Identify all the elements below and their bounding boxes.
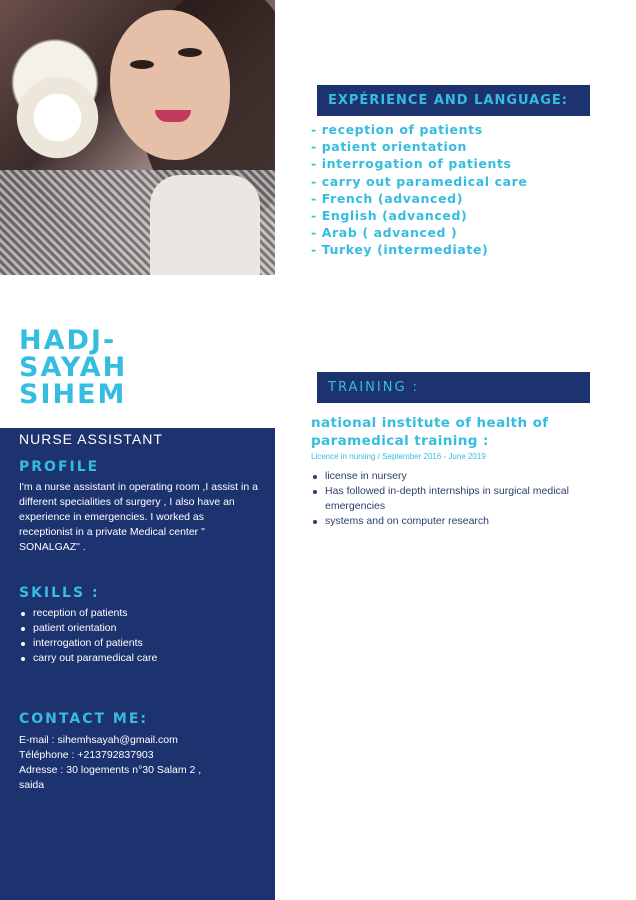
- training-item: systems and on computer research: [311, 514, 601, 529]
- contact-heading: CONTACT ME:: [19, 711, 148, 727]
- contact-email[interactable]: E-mail : sihemhsayah@gmail.com: [19, 734, 178, 746]
- photo-face: [110, 10, 230, 160]
- profile-photo: [0, 0, 275, 275]
- experience-item: - interrogation of patients: [311, 156, 512, 172]
- photo-eye-right: [178, 48, 202, 57]
- training-item: license in nursery: [311, 469, 601, 484]
- photo-flower: [10, 70, 105, 165]
- skills-list: [19, 606, 157, 666]
- experience-item: - French (advanced): [311, 190, 464, 206]
- training-heading: TRAINING :: [317, 372, 590, 403]
- name-line: HADJ-: [19, 325, 117, 356]
- training-subtitle: Licence in nursing / September 2016 - June 2019: [311, 452, 486, 461]
- contact-phone[interactable]: Téléphone : +213792837903: [19, 749, 154, 761]
- experience-item: - English (advanced): [311, 208, 468, 224]
- contact-block: [19, 733, 259, 793]
- contact-city: saida: [19, 779, 45, 791]
- contact-address: Adresse : 30 logements n°30 Salam 2 ,: [19, 764, 202, 776]
- job-title: NURSE ASSISTANT: [19, 431, 163, 447]
- training-item: Has followed in-depth internships in surgical medical emergencies: [311, 484, 601, 514]
- photo-lace: [150, 175, 260, 275]
- person-name: [19, 327, 127, 408]
- experience-list: [311, 121, 528, 259]
- experience-item: - patient orientation: [311, 139, 468, 155]
- skill-item: carry out paramedical care: [19, 651, 157, 666]
- name-line: SAYAH: [19, 352, 128, 383]
- skill-item: patient orientation: [19, 621, 157, 636]
- training-list: [311, 469, 601, 529]
- skill-item: interrogation of patients: [19, 636, 157, 651]
- experience-item: - carry out paramedical care: [311, 173, 528, 189]
- training-institute: national institute of health of paramedical training :: [311, 415, 549, 449]
- experience-item: - Turkey (intermediate): [311, 242, 489, 258]
- experience-heading: EXPÉRIENCE AND LANGUAGE:: [317, 85, 590, 116]
- skills-heading: SKILLS :: [19, 585, 100, 601]
- skill-item: reception of patients: [19, 606, 157, 621]
- name-line: SIHEM: [19, 379, 127, 410]
- experience-item: - Arab ( advanced ): [311, 225, 458, 241]
- photo-eye-left: [130, 60, 154, 69]
- profile-heading: PROFILE: [19, 459, 100, 475]
- experience-item: - reception of patients: [311, 122, 483, 137]
- profile-text: I'm a nurse assistant in operating room ,I assist in a different specialities of surgery , I also have an experience in emergencies. I worked as receptionist in a private Medical center " SONALGAZ" .: [19, 481, 258, 553]
